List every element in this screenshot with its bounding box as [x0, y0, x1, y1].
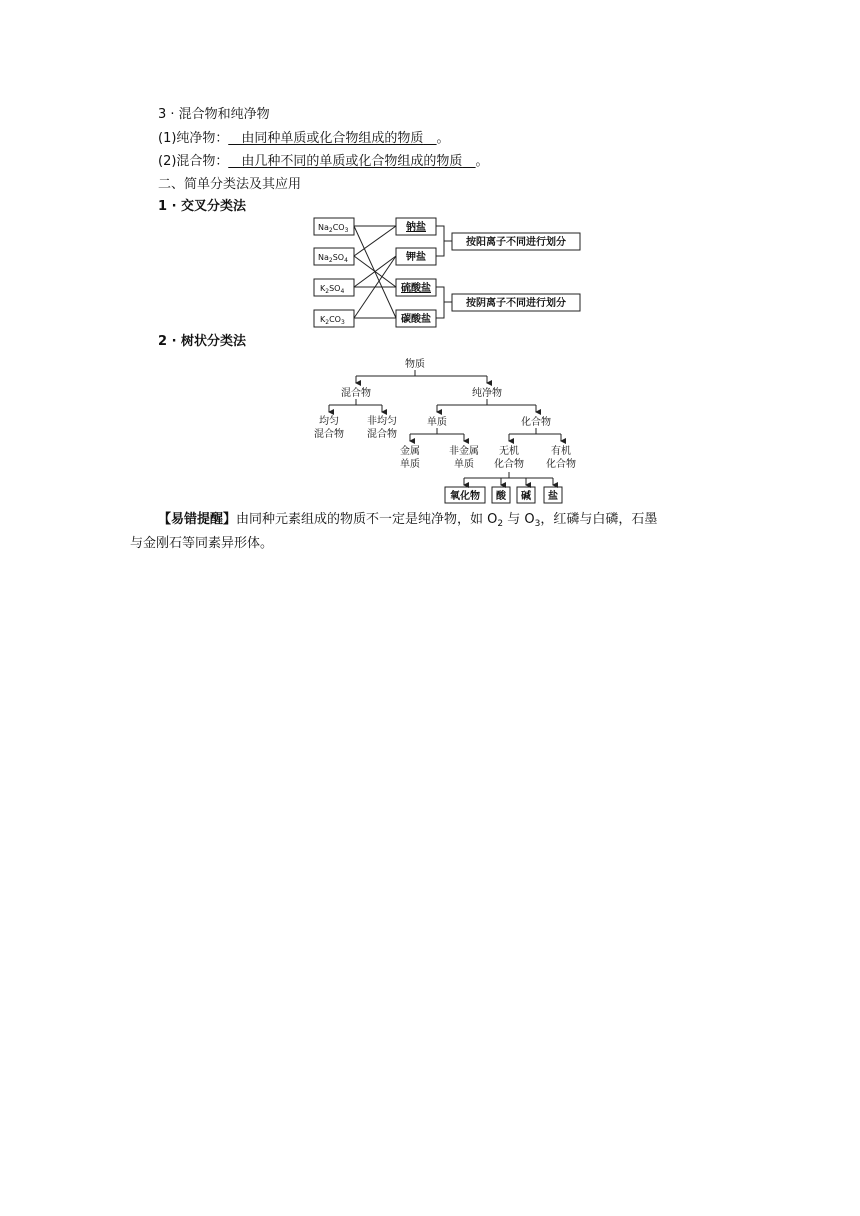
note-sub-1: 2	[497, 519, 504, 529]
salt-potassium: 钾盐	[406, 252, 426, 263]
tree-node-metal-2: 单质	[400, 459, 420, 470]
tree-node-organic-1: 有机	[551, 446, 571, 457]
mixture-label: (2)混合物：	[158, 154, 229, 169]
tree-node-inorganic-2: 化合物	[494, 459, 524, 470]
cross-classification-diagram	[312, 214, 588, 332]
mixture-answer: 由几种不同的单质或化合物组成的物质	[241, 154, 463, 169]
tree-classification-heading: 2 · 树状分类法	[158, 334, 247, 349]
leaf-salt: 盐	[548, 491, 558, 502]
section-heading-mixtures: 3 · 混合物和纯净物	[158, 107, 270, 122]
tree-classification-diagram	[304, 354, 590, 506]
error-prone-note	[130, 508, 740, 556]
tree-node-matter: 物质	[405, 359, 425, 370]
leaf-oxide: 氧化物	[450, 491, 480, 502]
note-sub-2: 3	[534, 519, 541, 529]
pure-end: 。	[436, 131, 450, 146]
section-heading-classification: 二、简单分类法及其应用	[158, 177, 302, 192]
note-text-1: 由同种元素组成的物质不一定是纯净物，如 O	[236, 512, 498, 527]
pure-label: (1)纯净物：	[158, 131, 229, 146]
leaf-base: 碱	[521, 491, 531, 502]
compound-k2so4: $K_2SO_4$	[320, 284, 345, 295]
tree-node-heterogeneous-1: 非均匀	[367, 416, 397, 427]
pure-substance-definition	[158, 130, 449, 148]
salt-carbonate: 碳酸盐	[401, 314, 431, 325]
cross-classification-heading: 1 · 交叉分类法	[158, 199, 247, 214]
note-text-3: ，红磷与白磷，石墨	[540, 512, 658, 527]
tree-node-heterogeneous-2: 混合物	[367, 429, 397, 440]
tree-node-inorganic-1: 无机	[499, 446, 519, 457]
tree-node-homogeneous-1: 均匀	[319, 416, 339, 427]
salt-sodium: 钠盐	[406, 222, 426, 233]
pure-answer: 由同种单质或化合物组成的物质	[241, 131, 424, 146]
pure-blank-left: __	[228, 131, 242, 146]
compound-k2co3: $K_2CO_3$	[320, 315, 345, 326]
tree-node-mixture: 混合物	[341, 388, 371, 399]
mixture-blank-right: __	[462, 154, 476, 169]
tree-node-nonmetal-2: 单质	[454, 459, 474, 470]
note-line-2: 与金刚石等同素异形体。	[130, 536, 274, 551]
tree-node-element: 单质	[427, 417, 447, 428]
pure-blank-right: __	[423, 131, 437, 146]
tree-node-compound: 化合物	[521, 417, 551, 428]
tree-node-organic-2: 化合物	[546, 459, 576, 470]
compound-na2so4: $Na_2SO_4$	[318, 253, 348, 264]
salt-sulfate: 硫酸盐	[401, 283, 431, 294]
compound-na2co3: $Na_2CO_3$	[318, 223, 349, 234]
note-text-2: 与 O	[503, 512, 535, 527]
tree-node-metal-1: 金属	[400, 446, 420, 457]
criteria-anion: 按阴离子不同进行划分	[466, 298, 566, 309]
note-tag: 【易错提醒】	[158, 512, 237, 527]
tree-node-pure: 纯净物	[472, 388, 502, 399]
leaf-acid: 酸	[496, 491, 506, 502]
tree-node-homogeneous-2: 混合物	[314, 429, 344, 440]
mixture-definition	[158, 153, 488, 171]
mixture-end: 。	[475, 154, 489, 169]
note-line-1	[130, 508, 740, 532]
mixture-blank-left: __	[228, 154, 242, 169]
criteria-cation: 按阳离子不同进行划分	[466, 237, 566, 248]
tree-node-nonmetal-1: 非金属	[449, 446, 479, 457]
